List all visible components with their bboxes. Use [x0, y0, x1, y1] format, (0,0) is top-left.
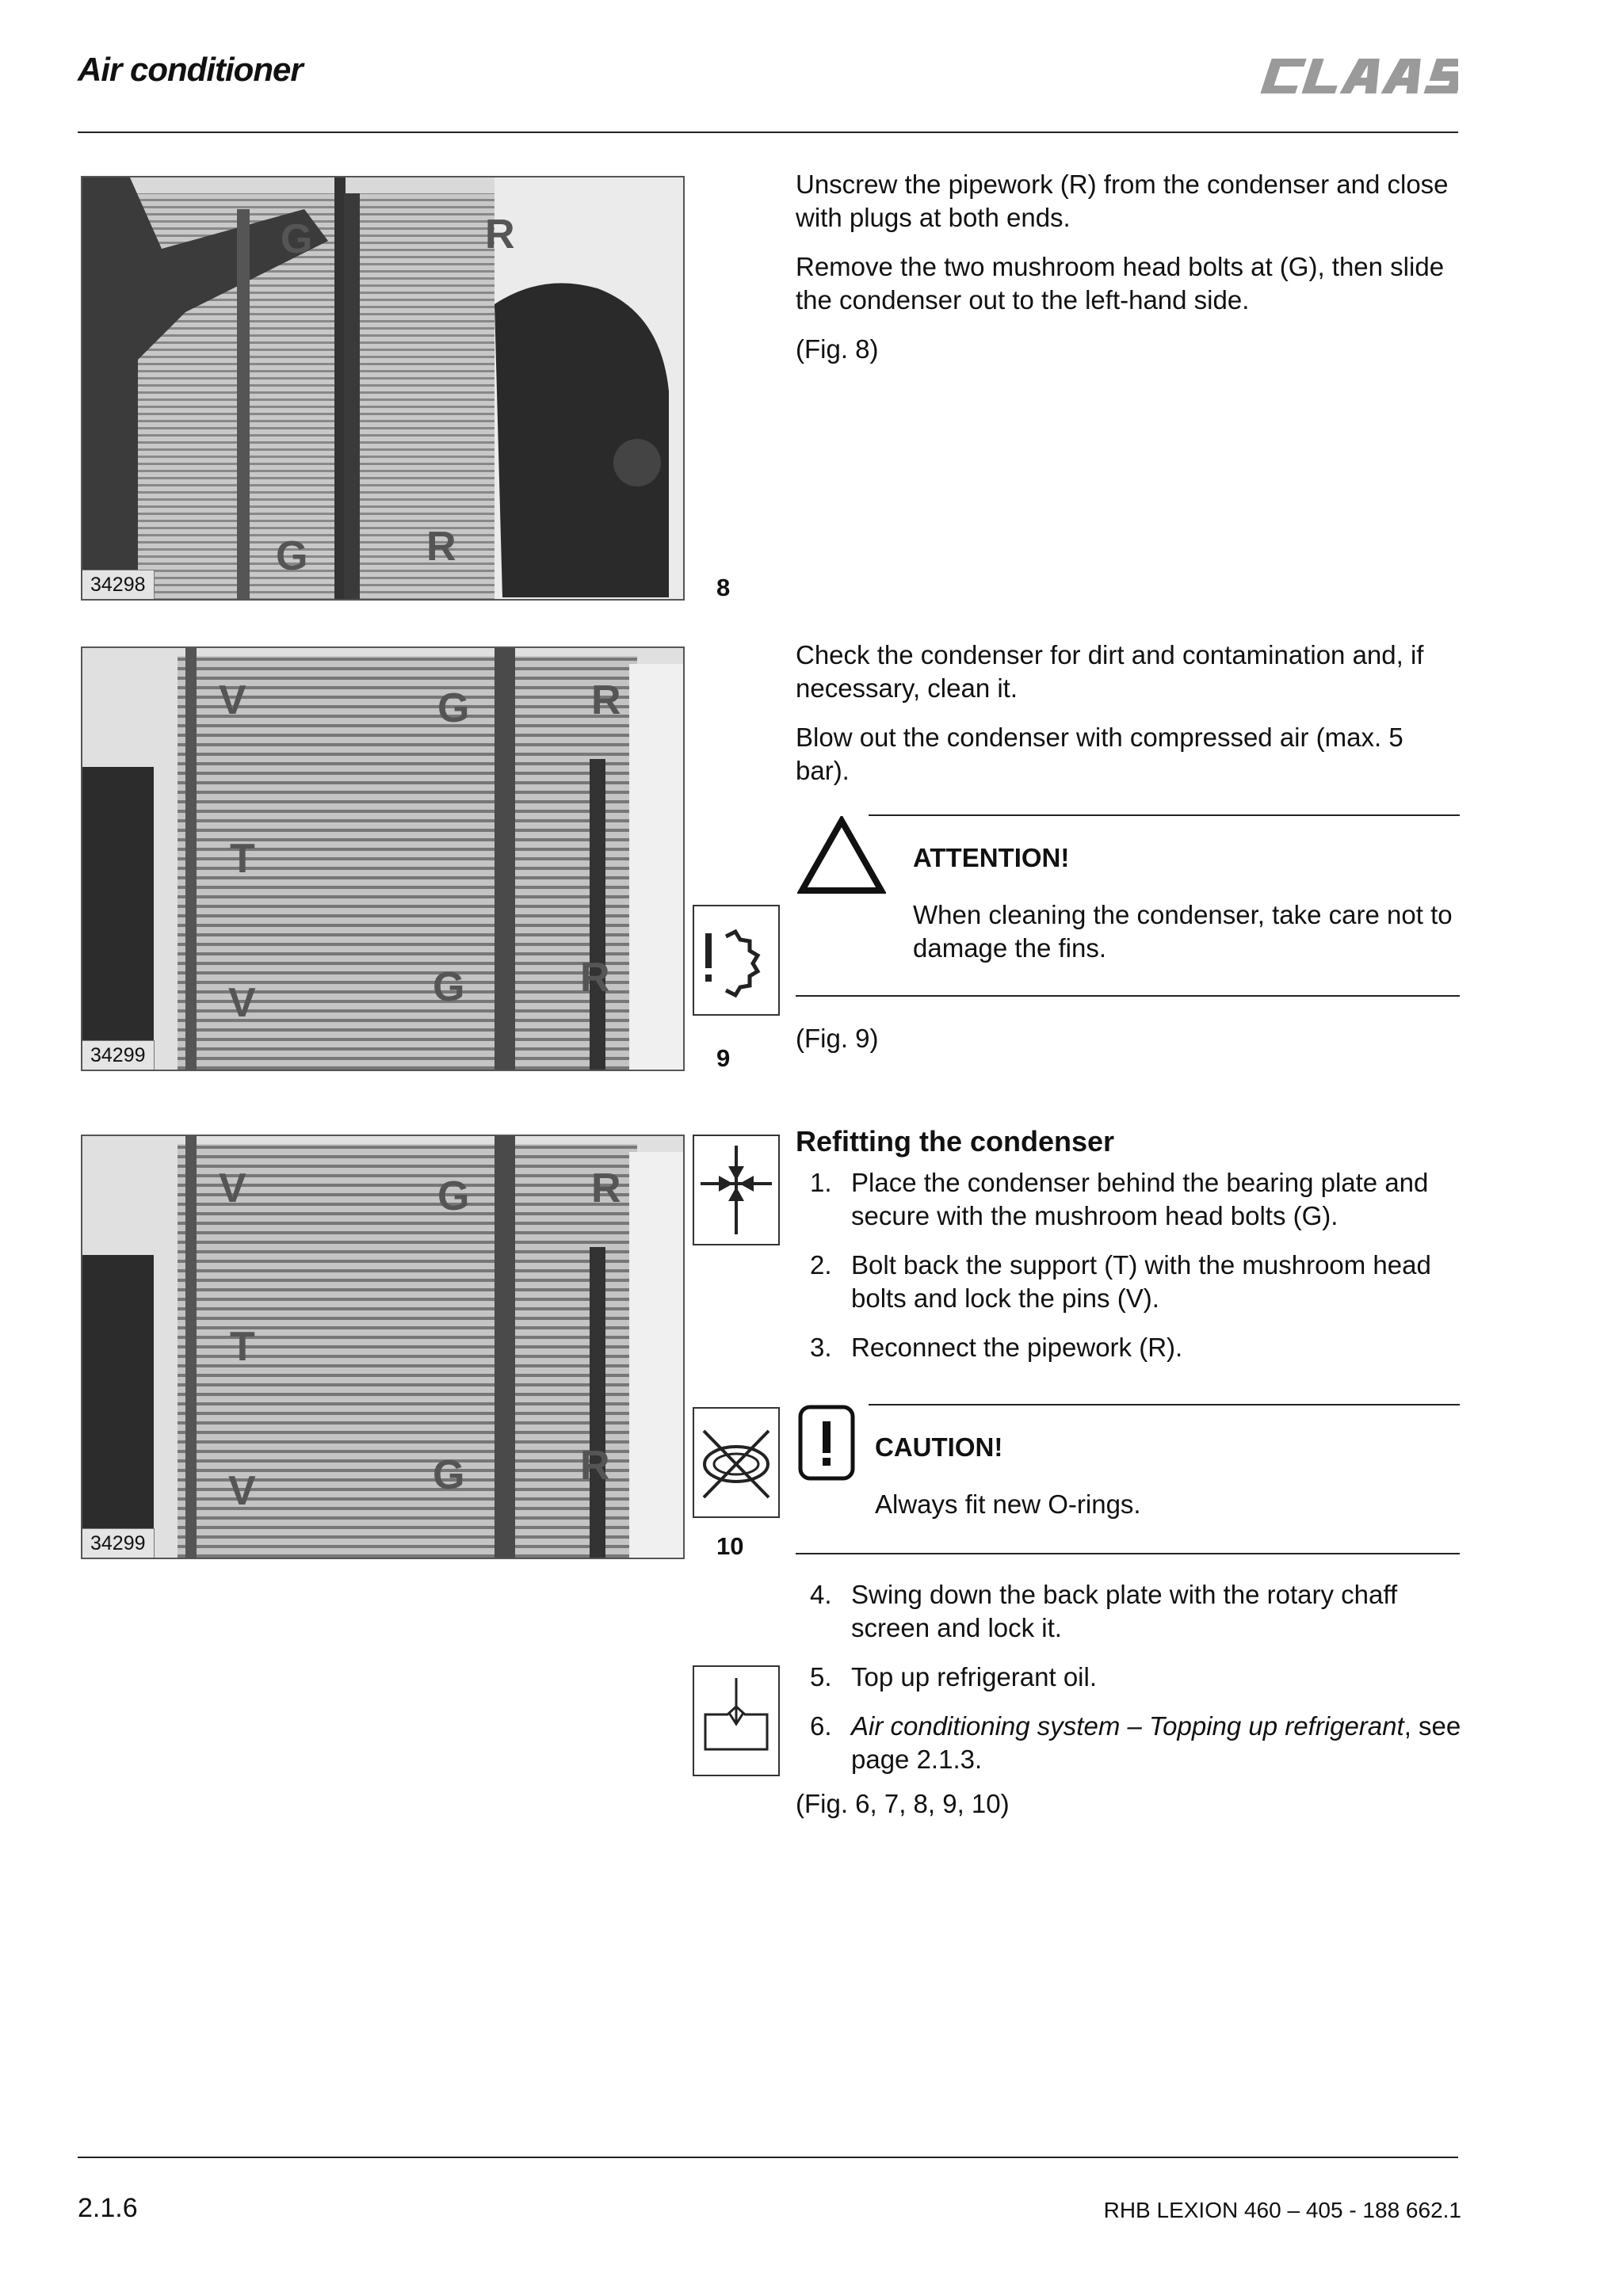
step-text: Place the condenser behind the bearing plate and secure with the mushroom head bolts (G). — [851, 1168, 1429, 1230]
condenser-removal-photo — [82, 177, 683, 599]
cross-reference-link: Air conditioning system – Topping up refrigerant — [851, 1711, 1404, 1741]
callout-R: R — [426, 524, 456, 570]
image-id: 34299 — [82, 1040, 155, 1070]
caution-box — [875, 1431, 1460, 1521]
callout-G: G — [437, 1173, 470, 1219]
step-text: Reconnect the pipework (R). — [851, 1333, 1183, 1362]
callout-G: G — [433, 964, 465, 1010]
figure-ref: (Fig. 9) — [796, 1024, 879, 1053]
step-item — [796, 1166, 1461, 1233]
paragraph: Blow out the condenser with compressed air (max. 5 bar). — [796, 723, 1403, 785]
step-text: , see page 2.1.3. — [851, 1711, 1461, 1774]
attention-bottom-rule — [796, 995, 1460, 997]
step-number: 2. — [810, 1250, 832, 1280]
step-number: 6. — [810, 1711, 832, 1741]
callout-T: T — [230, 1324, 255, 1370]
step-number: 1. — [810, 1168, 832, 1197]
o-ring-replace-icon — [693, 1407, 780, 1518]
section-refitting — [796, 1125, 1461, 1364]
document-id: RHB LEXION 460 – 405 - 188 662.1 — [1103, 2198, 1461, 2222]
page-number: 2.1.6 — [78, 2193, 138, 2223]
callout-V: V — [228, 1468, 256, 1514]
image-id: 34298 — [82, 570, 155, 599]
section-refitting-cont — [796, 1578, 1461, 1821]
claas-logo — [1254, 55, 1458, 97]
paragraph: Remove the two mushroom head bolts at (G), then slide the condenser out to the left-hand side. — [796, 252, 1445, 315]
attention-title: ATTENTION! — [913, 843, 1070, 872]
callout-R: R — [591, 1165, 621, 1211]
caution-top-rule — [869, 1404, 1460, 1405]
callout-G: G — [276, 533, 308, 579]
attention-triangle-icon — [797, 816, 886, 895]
figure-10-image — [81, 1135, 685, 1559]
step-item — [796, 1331, 1461, 1364]
figure-ref: (Fig. 8) — [796, 334, 879, 364]
caution-bottom-rule — [796, 1553, 1460, 1554]
callout-R: R — [485, 212, 515, 257]
step-item — [796, 1661, 1461, 1694]
header-rule — [78, 132, 1458, 133]
attention-box — [913, 841, 1460, 965]
page-title: Air conditioner — [78, 51, 303, 88]
step-number: 3. — [810, 1333, 832, 1362]
callout-G: G — [437, 685, 470, 731]
figure-ref: (Fig. 6, 7, 8, 9, 10) — [796, 1789, 1010, 1818]
step-number: 4. — [810, 1580, 832, 1609]
step-text: Top up refrigerant oil. — [851, 1662, 1098, 1691]
caution-title: CAUTION! — [875, 1432, 1003, 1462]
section-heading: Refitting the condenser — [796, 1125, 1115, 1158]
paragraph: Unscrew the pipework (R) from the condenser and close with plugs at both ends. — [796, 170, 1449, 232]
callout-V: V — [228, 980, 256, 1026]
figure-number: 10 — [716, 1532, 744, 1560]
fill-oil-icon — [693, 1665, 780, 1776]
machine-damage-icon — [693, 905, 780, 1016]
image-id: 34299 — [82, 1528, 155, 1558]
figure-9-image — [81, 646, 685, 1071]
paragraph: Check the condenser for dirt and contamination and, if necessary, clean it. — [796, 640, 1424, 703]
attention-text: When cleaning the condenser, take care not to damage the fins. — [913, 900, 1453, 963]
step-item — [796, 1710, 1461, 1776]
callout-V: V — [219, 1165, 246, 1211]
callout-G: G — [433, 1452, 465, 1498]
figure-8-image — [81, 176, 685, 601]
figure-number: 8 — [716, 574, 731, 601]
step-text: Swing down the back plate with the rotary chaff screen and lock it. — [851, 1580, 1398, 1642]
caution-text: Always fit new O-rings. — [875, 1489, 1141, 1519]
caution-exclamation-icon — [797, 1404, 856, 1482]
step-text: Bolt back the support (T) with the mushroom head bolts and lock the pins (V). — [851, 1250, 1431, 1313]
attention-top-rule — [869, 814, 1460, 816]
section-remove-condenser — [796, 168, 1461, 366]
callout-V: V — [219, 677, 246, 723]
footer-rule — [78, 2157, 1458, 2158]
callout-G: G — [281, 216, 313, 262]
step-number: 5. — [810, 1662, 832, 1691]
callout-R: R — [580, 955, 610, 1001]
assembly-icon — [693, 1135, 780, 1245]
callout-R: R — [591, 677, 621, 723]
figure-number: 9 — [716, 1044, 731, 1072]
step-item — [796, 1249, 1461, 1315]
figure-ref-block — [796, 1022, 1461, 1055]
section-check-condenser — [796, 639, 1461, 788]
callout-T: T — [230, 836, 255, 882]
step-item — [796, 1578, 1461, 1645]
callout-R: R — [580, 1443, 610, 1489]
